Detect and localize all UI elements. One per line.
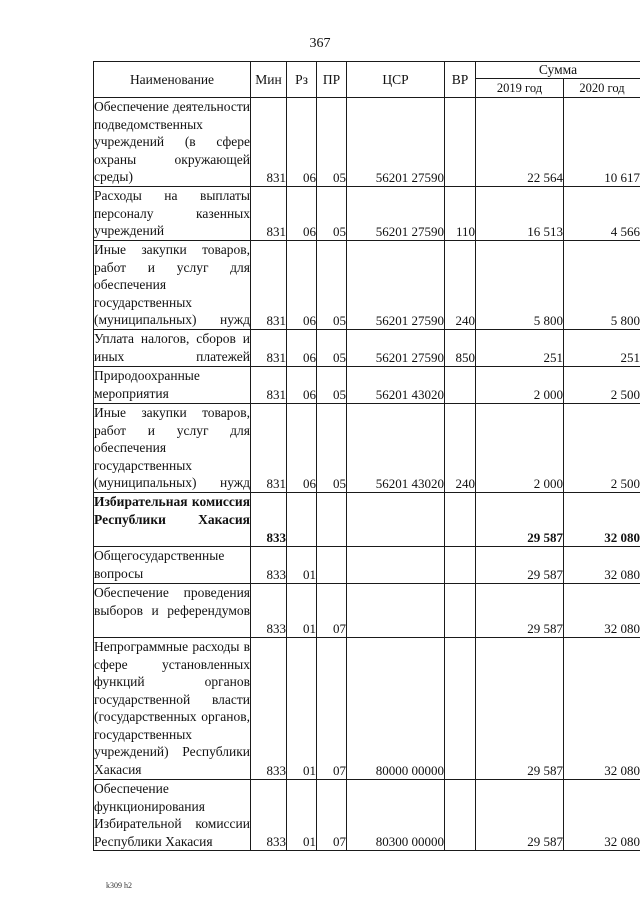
row-vr xyxy=(445,98,476,187)
row-rz: 01 xyxy=(287,547,317,584)
row-name: Природоохранные мероприятия xyxy=(94,367,251,404)
row-sum-2020: 32 080 xyxy=(564,780,640,851)
row-vr xyxy=(445,547,476,584)
row-min: 831 xyxy=(251,404,287,493)
table-row xyxy=(94,404,640,493)
row-min: 833 xyxy=(251,780,287,851)
row-name: Обеспечение деятельности подведомственных учреждений (в сфере охраны окружающей среды) xyxy=(94,98,251,187)
row-sum-2019: 29 587 xyxy=(476,780,564,851)
row-sum-2019: 2 000 xyxy=(476,367,564,404)
header-pr: ПР xyxy=(317,62,347,98)
row-csr: 56201 43020 xyxy=(347,367,445,404)
row-vr xyxy=(445,638,476,780)
header-min: Мин xyxy=(251,62,287,98)
row-sum-2020: 4 566 xyxy=(564,187,640,241)
footer-code: k309 h2 xyxy=(106,881,132,890)
row-csr xyxy=(347,584,445,638)
row-pr: 07 xyxy=(317,584,347,638)
row-pr: 05 xyxy=(317,330,347,367)
row-sum-2019: 16 513 xyxy=(476,187,564,241)
row-rz: 01 xyxy=(287,638,317,780)
row-csr: 56201 27590 xyxy=(347,98,445,187)
row-rz: 01 xyxy=(287,584,317,638)
row-sum-2019: 251 xyxy=(476,330,564,367)
header-name: Наименование xyxy=(94,62,251,98)
row-sum-2019: 29 587 xyxy=(476,584,564,638)
header-year-2019: 2019 год xyxy=(476,79,564,98)
row-sum-2020: 251 xyxy=(564,330,640,367)
table-row xyxy=(94,330,640,367)
row-min: 833 xyxy=(251,493,287,547)
row-vr xyxy=(445,493,476,547)
row-pr: 05 xyxy=(317,187,347,241)
row-rz: 06 xyxy=(287,187,317,241)
row-sum-2019: 22 564 xyxy=(476,98,564,187)
row-name: Расходы на выплаты персоналу казенных учреждений xyxy=(94,187,251,241)
table-row xyxy=(94,187,640,241)
row-sum-2020: 32 080 xyxy=(564,493,640,547)
header-vr: ВР xyxy=(445,62,476,98)
table-row xyxy=(94,780,640,851)
row-sum-2019: 29 587 xyxy=(476,547,564,584)
row-sum-2020: 32 080 xyxy=(564,584,640,638)
row-vr: 240 xyxy=(445,241,476,330)
row-pr xyxy=(317,547,347,584)
header-year-2020: 2020 год xyxy=(564,79,640,98)
row-min: 833 xyxy=(251,547,287,584)
row-sum-2020: 2 500 xyxy=(564,404,640,493)
row-min: 831 xyxy=(251,98,287,187)
row-sum-2020: 32 080 xyxy=(564,638,640,780)
row-sum-2019: 5 800 xyxy=(476,241,564,330)
row-min: 831 xyxy=(251,330,287,367)
row-csr: 56201 27590 xyxy=(347,241,445,330)
table-row xyxy=(94,584,640,638)
row-csr xyxy=(347,493,445,547)
row-sum-2020: 5 800 xyxy=(564,241,640,330)
table-row xyxy=(94,98,640,187)
row-rz: 01 xyxy=(287,780,317,851)
row-name: Непрограммные расходы в сфере установленных функций органов государственной власти (государственных органов, государственных учреждений) Республики Хакасия xyxy=(94,638,251,780)
row-min: 831 xyxy=(251,187,287,241)
row-min: 833 xyxy=(251,584,287,638)
row-vr xyxy=(445,367,476,404)
row-sum-2019: 29 587 xyxy=(476,638,564,780)
table-row xyxy=(94,638,640,780)
row-csr: 80300 00000 xyxy=(347,780,445,851)
row-rz: 06 xyxy=(287,330,317,367)
table-row xyxy=(94,547,640,584)
row-name: Уплата налогов, сборов и иных платежей xyxy=(94,330,251,367)
row-csr: 56201 27590 xyxy=(347,330,445,367)
row-name: Общегосударственные вопросы xyxy=(94,547,251,584)
row-pr: 07 xyxy=(317,780,347,851)
row-csr: 56201 27590 xyxy=(347,187,445,241)
header-csr: ЦСР xyxy=(347,62,445,98)
row-sum-2019: 29 587 xyxy=(476,493,564,547)
row-rz: 06 xyxy=(287,404,317,493)
header-sum: Сумма xyxy=(476,62,640,79)
row-vr xyxy=(445,584,476,638)
row-sum-2019: 2 000 xyxy=(476,404,564,493)
row-rz: 06 xyxy=(287,98,317,187)
row-vr xyxy=(445,780,476,851)
row-pr xyxy=(317,493,347,547)
table-row xyxy=(94,493,640,547)
row-min: 833 xyxy=(251,638,287,780)
row-sum-2020: 32 080 xyxy=(564,547,640,584)
row-min: 831 xyxy=(251,241,287,330)
row-vr: 110 xyxy=(445,187,476,241)
table-row xyxy=(94,241,640,330)
row-rz: 06 xyxy=(287,241,317,330)
row-vr: 240 xyxy=(445,404,476,493)
row-sum-2020: 10 617 xyxy=(564,98,640,187)
page-number: 367 xyxy=(309,36,331,51)
row-csr xyxy=(347,547,445,584)
row-csr: 80000 00000 xyxy=(347,638,445,780)
row-name: Иные закупки товаров, работ и услуг для обеспечения государственных (муниципальных) нужд xyxy=(94,241,251,330)
budget-table xyxy=(93,61,640,851)
row-name: Иные закупки товаров, работ и услуг для обеспечения государственных (муниципальных) нужд xyxy=(94,404,251,493)
row-rz xyxy=(287,493,317,547)
row-csr: 56201 43020 xyxy=(347,404,445,493)
row-rz: 06 xyxy=(287,367,317,404)
header-rz: Рз xyxy=(287,62,317,98)
table-row xyxy=(94,367,640,404)
row-pr: 05 xyxy=(317,98,347,187)
row-min: 831 xyxy=(251,367,287,404)
row-vr: 850 xyxy=(445,330,476,367)
row-name: Избирательная комиссия Республики Хакасия xyxy=(94,493,251,547)
row-pr: 07 xyxy=(317,638,347,780)
row-name: Обеспечение проведения выборов и референдумов xyxy=(94,584,251,638)
row-name: Обеспечение функционирования Избирательной комиссии Республики Хакасия xyxy=(94,781,250,849)
row-pr: 05 xyxy=(317,241,347,330)
row-pr: 05 xyxy=(317,404,347,493)
row-pr: 05 xyxy=(317,367,347,404)
row-sum-2020: 2 500 xyxy=(564,367,640,404)
